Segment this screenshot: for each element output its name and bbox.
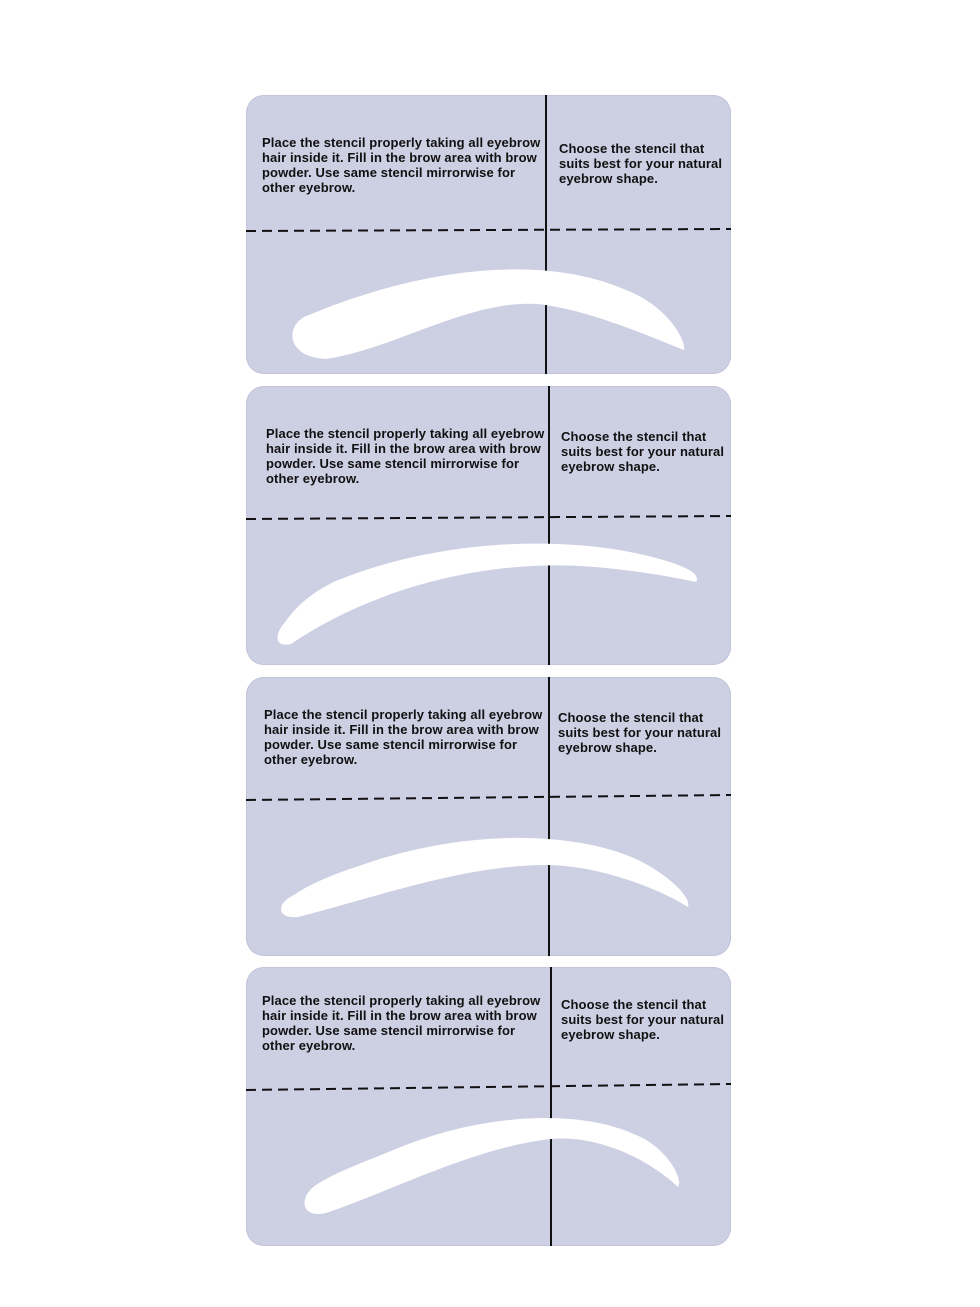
stencil-card-1 [246,95,731,374]
eyebrow-cutout [305,1118,680,1214]
eyebrow-cutout [292,269,684,359]
instruction-text: Place the stencil properly taking all eyebrow hair inside it. Fill in the brow area with brow powder. Use same stencil mirrorwise for other eyebrow. [264,707,543,767]
eyebrow-cutout [281,838,688,917]
stencil-card-4 [246,967,731,1246]
eyebrow-cutout [278,544,697,645]
choose-text: Choose the stencil that suits best for your natural eyebrow shape. [559,141,723,186]
choose-text: Choose the stencil that suits best for your natural eyebrow shape. [558,710,722,755]
choose-text: Choose the stencil that suits best for your natural eyebrow shape. [561,997,725,1042]
stencil-card-3 [246,677,731,956]
instruction-text: Place the stencil properly taking all eyebrow hair inside it. Fill in the brow area with brow powder. Use same stencil mirrorwise for other eyebrow. [266,426,545,486]
choose-text: Choose the stencil that suits best for your natural eyebrow shape. [561,429,725,474]
instruction-text: Place the stencil properly taking all eyebrow hair inside it. Fill in the brow area with brow powder. Use same stencil mirrorwise for other eyebrow. [262,993,541,1053]
stencil-card-2 [246,386,731,665]
instruction-text: Place the stencil properly taking all eyebrow hair inside it. Fill in the brow area with brow powder. Use same stencil mirrorwise for other eyebrow. [262,135,541,195]
